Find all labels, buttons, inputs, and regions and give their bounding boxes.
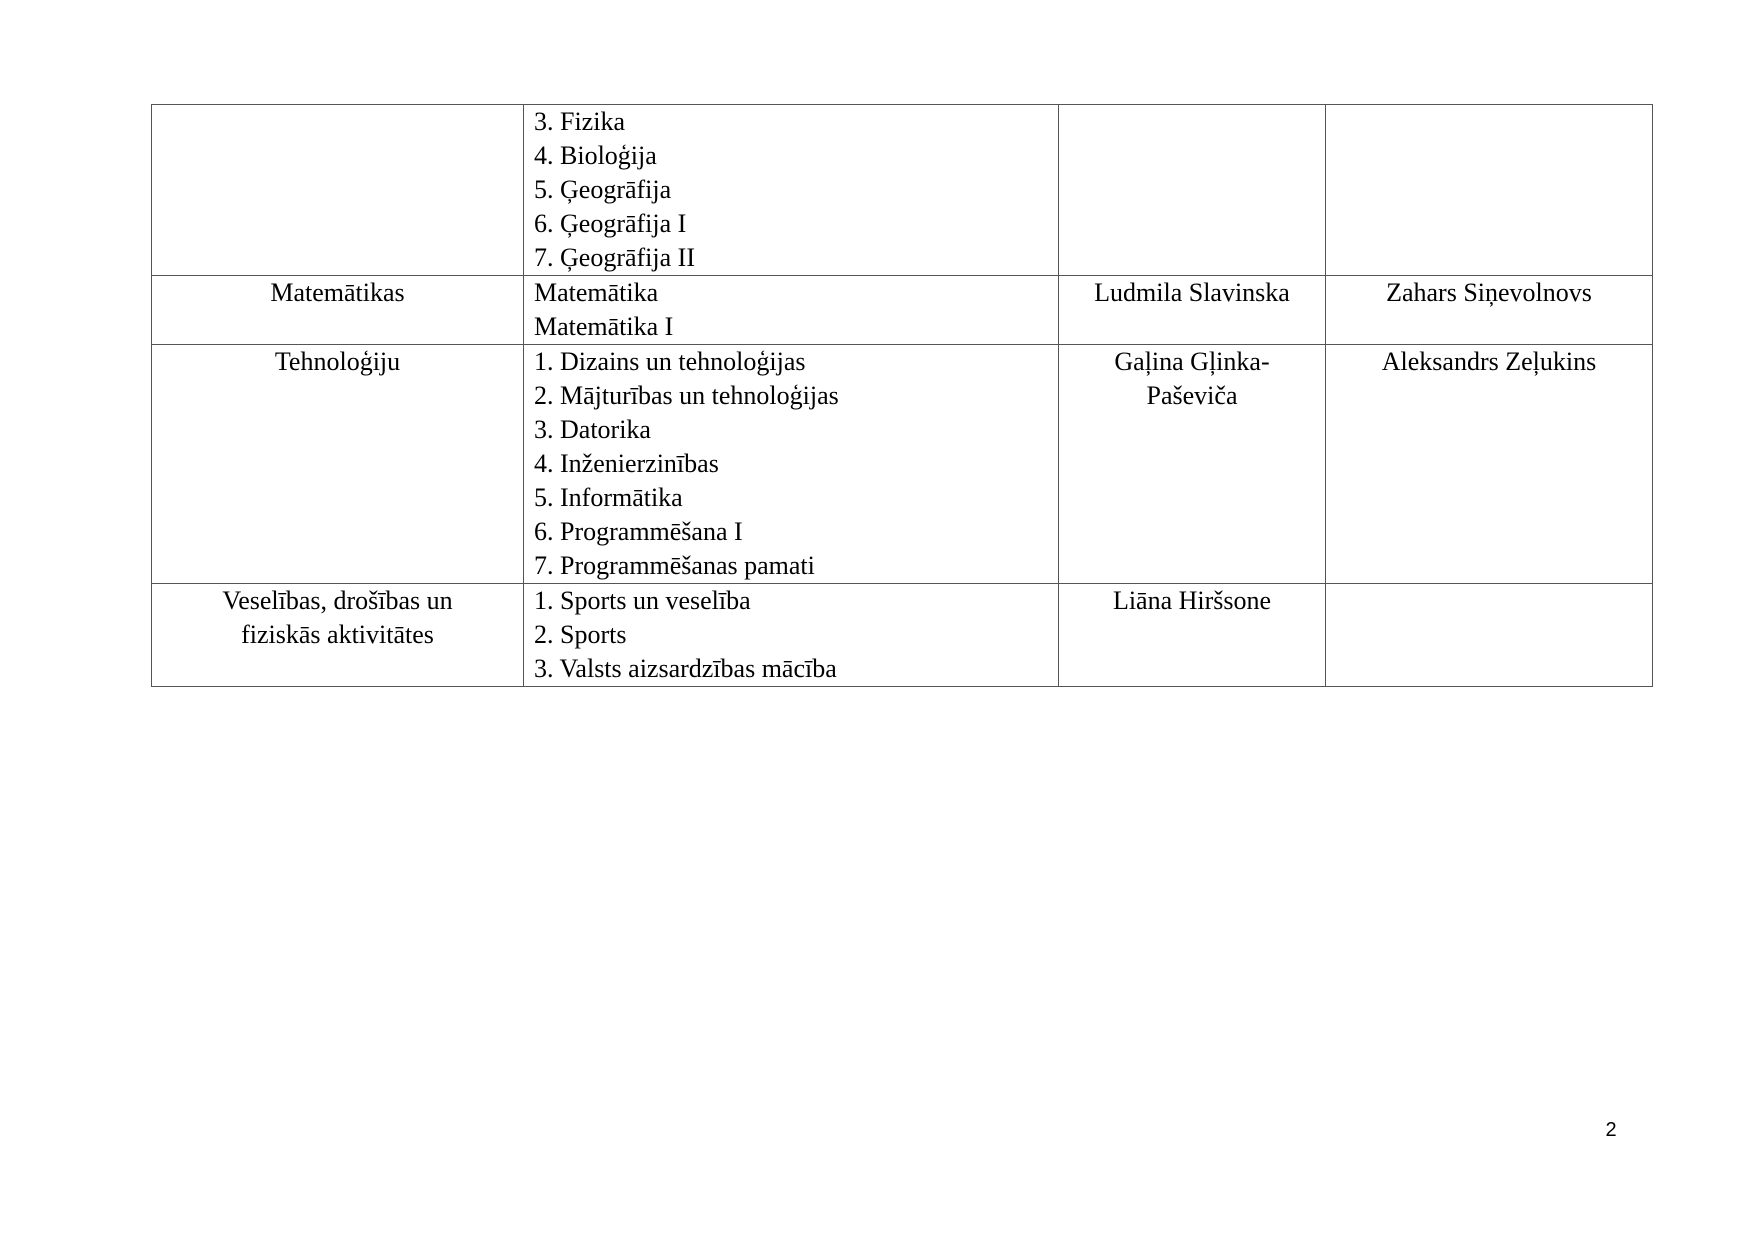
subject-item: Matemātika I [534,312,674,341]
coordinator-name: Liāna Hiršsone [1112,586,1272,615]
coordinator-cell [1059,276,1326,345]
subjects-cell [524,276,1059,345]
area-cell [152,105,524,276]
subject-item: 2. Sports [534,620,627,649]
subject-item: 4. Inženierzinības [534,449,719,478]
deputy-name: Zahars Siņevolnovs [1386,278,1592,307]
subject-item: 3. Valsts aizsardzības mācība [534,654,837,683]
subject-item: 5. Ģeogrāfija [534,175,672,204]
subject-item: 7. Ģeogrāfija II [534,243,695,272]
area-cell [152,584,524,687]
deputy-cell [1326,345,1653,584]
area-name: Tehnoloģiju [274,347,401,376]
subjects-cell [524,345,1059,584]
subject-item: 3. Datorika [534,415,651,444]
coordinator-cell [1059,105,1326,276]
area-cell [152,345,524,584]
subject-item: 6. Ģeogrāfija I [534,209,687,238]
table-row [152,276,1653,345]
subject-item: 6. Programmēšana I [534,517,743,546]
coordinator-name: Gaļina Gļinka- [1114,347,1270,376]
subjects-cell [524,584,1059,687]
coordinator-name: Ludmila Slavinska [1094,278,1290,307]
deputy-cell [1326,584,1653,687]
subject-item: 7. Programmēšanas pamati [534,551,815,580]
subject-item: Matemātika [534,278,659,307]
table-row [152,584,1653,687]
area-name: fiziskās aktivitātes [241,620,434,649]
deputy-name: Aleksandrs Zeļukins [1381,347,1597,376]
subject-item: 3. Fizika [534,107,625,136]
area-cell [152,276,524,345]
table-row [152,345,1653,584]
subjects-cell [524,105,1059,276]
coordinator-name: Paševiča [1146,381,1238,410]
coordinator-cell [1059,584,1326,687]
curriculum-table [151,104,1653,687]
coordinator-cell [1059,345,1326,584]
area-name: Matemātikas [270,278,405,307]
table-row [152,105,1653,276]
subject-item: 1. Dizains un tehnoloģijas [534,347,806,376]
subject-item: 1. Sports un veselība [534,586,751,615]
subject-item: 4. Bioloģija [534,141,657,170]
deputy-cell [1326,276,1653,345]
deputy-cell [1326,105,1653,276]
page-number: 2 [1605,1119,1617,1141]
subject-item: 5. Informātika [534,483,683,512]
area-name: Veselības, drošības un [222,586,453,615]
subject-item: 2. Mājturības un tehnoloģijas [534,381,839,410]
